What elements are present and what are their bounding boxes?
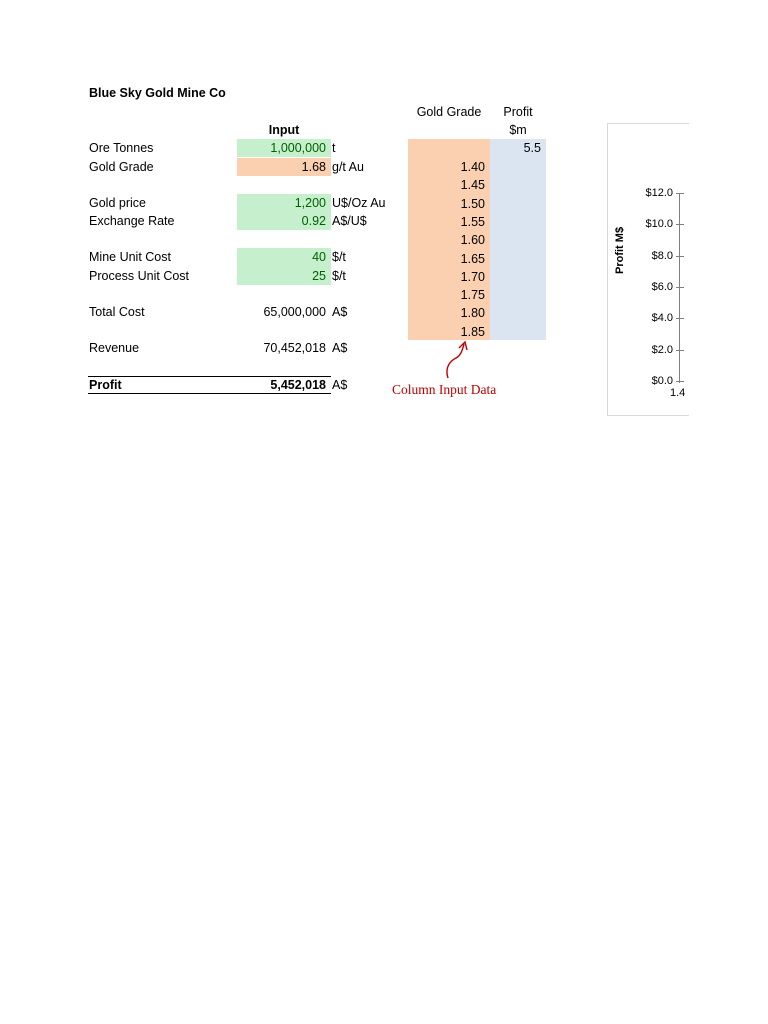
gold-price-label: Gold price xyxy=(89,196,146,210)
ore-tonnes-label: Ore Tonnes xyxy=(89,141,154,155)
chart-y-tick-label: $2.0 xyxy=(651,343,673,356)
chart-y-tick-mark xyxy=(676,193,684,194)
gold-grade-input[interactable]: 1.68 xyxy=(301,160,326,174)
mine-unit-cost-label: Mine Unit Cost xyxy=(89,250,171,264)
gold-grade-label: Gold Grade xyxy=(89,160,154,174)
chart-y-tick-mark xyxy=(676,318,684,319)
sheet-title: Blue Sky Gold Mine Co xyxy=(89,86,226,100)
chart-y-tick-mark xyxy=(676,256,684,257)
grade-value[interactable]: 1.70 xyxy=(460,269,485,284)
mine-unit-cost-input[interactable]: 40 xyxy=(312,250,326,264)
chart-y-tick-mark xyxy=(676,224,684,225)
gold-grade-unit: g/t Au xyxy=(332,160,364,174)
ore-tonnes-unit: t xyxy=(332,141,336,155)
annotation-arrow xyxy=(440,338,480,384)
chart-y-tick-label: $0.0 xyxy=(651,375,673,387)
grade-value[interactable]: 1.65 xyxy=(460,251,485,266)
grade-value[interactable]: 1.60 xyxy=(460,233,485,248)
grade-value[interactable]: 1.80 xyxy=(460,306,485,321)
input-header: Input xyxy=(268,123,300,137)
gold-price-input[interactable]: 1,200 xyxy=(294,196,326,210)
profit-column-header: Profit xyxy=(503,105,533,119)
grade-value[interactable]: 1.40 xyxy=(460,160,485,174)
chart-y-tick-mark xyxy=(676,287,684,288)
grade-column-header: Gold Grade xyxy=(416,105,482,119)
total-cost-unit: A$ xyxy=(332,305,348,319)
profit-label: Profit xyxy=(89,378,122,392)
chart-y-tick-label: $12.0 xyxy=(645,187,673,199)
revenue-label: Revenue xyxy=(89,341,140,355)
exchange-rate-label: Exchange Rate xyxy=(89,214,175,228)
process-unit-cost-label: Process Unit Cost xyxy=(89,269,190,283)
profit-chart[interactable] xyxy=(607,123,689,416)
mine-unit-cost-unit: $/t xyxy=(332,250,346,264)
total-cost-label: Total Cost xyxy=(89,305,145,319)
chart-y-axis-label: Profit M$ xyxy=(614,226,626,274)
chart-y-tick-mark xyxy=(676,381,684,382)
profit-column-unit: $m xyxy=(509,123,527,137)
grade-value[interactable]: 1.45 xyxy=(460,178,485,193)
process-unit-cost-input[interactable]: 25 xyxy=(312,269,326,283)
grade-value[interactable]: 1.75 xyxy=(460,288,485,303)
revenue-value: 70,452,018 xyxy=(263,341,326,355)
exchange-rate-unit: A$/U$ xyxy=(332,214,367,228)
profit-table-value: 5.5 xyxy=(523,141,541,155)
ore-tonnes-input[interactable]: 1,000,000 xyxy=(270,141,326,155)
chart-y-tick-label: $6.0 xyxy=(651,281,673,293)
chart-x-tick-label: 1.4 xyxy=(670,387,686,399)
chart-y-tick-mark xyxy=(676,350,684,351)
gold-price-unit: U$/Oz Au xyxy=(332,196,386,210)
profit-column-fill xyxy=(490,139,546,340)
chart-y-tick-label: $4.0 xyxy=(651,312,673,325)
process-unit-cost-unit: $/t xyxy=(332,269,346,283)
profit-value: 5,452,018 xyxy=(270,378,326,392)
exchange-rate-input[interactable]: 0.92 xyxy=(301,214,326,228)
revenue-unit: A$ xyxy=(332,341,348,355)
chart-y-tick-label: $8.0 xyxy=(651,249,673,262)
grade-value[interactable]: 1.85 xyxy=(460,324,485,339)
annotation-text: Column Input Data xyxy=(392,382,497,397)
profit-unit: A$ xyxy=(332,378,348,392)
grade-value[interactable]: 1.50 xyxy=(460,196,485,211)
chart-y-tick-label: $10.0 xyxy=(645,218,673,231)
grade-value[interactable]: 1.55 xyxy=(460,214,485,229)
total-cost-value: 65,000,000 xyxy=(263,305,326,319)
chart-y-axis xyxy=(679,193,680,383)
